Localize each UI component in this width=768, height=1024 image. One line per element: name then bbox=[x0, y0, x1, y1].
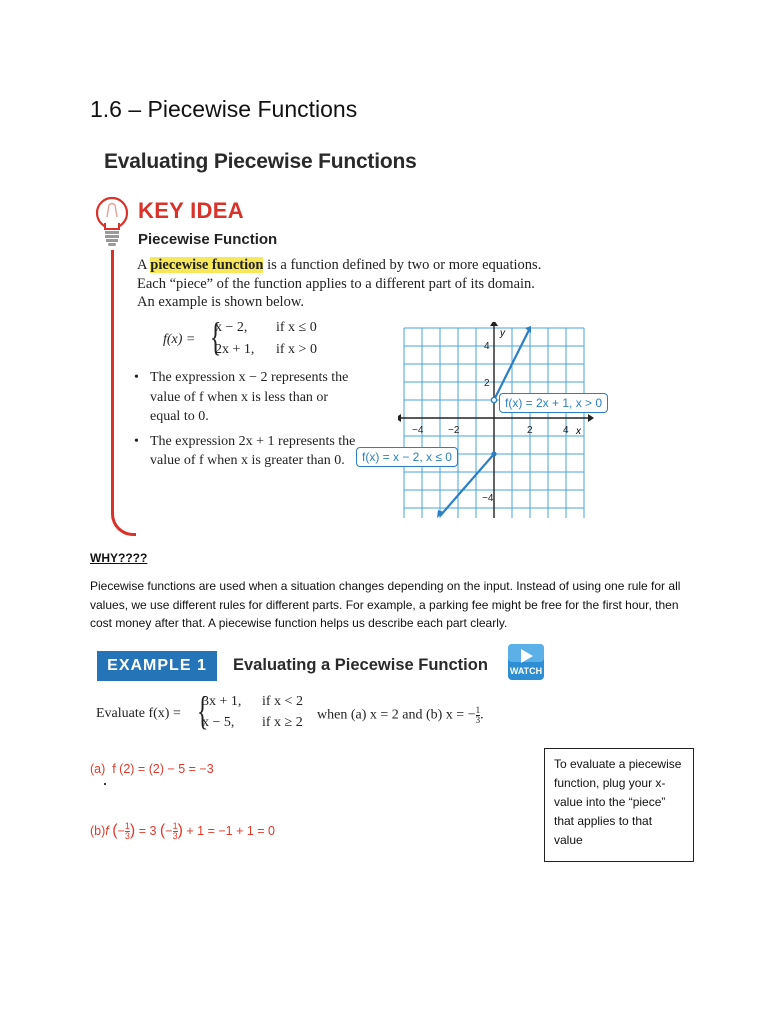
y-tick-label: 4 bbox=[484, 341, 490, 352]
y-tick-label: 2 bbox=[484, 378, 490, 389]
x-tick-label: −4 bbox=[412, 425, 424, 436]
callout-left: f(x) = x − 2, x ≤ 0 bbox=[356, 447, 458, 467]
open-point bbox=[491, 397, 496, 402]
bullet-item: • The expression 2x + 1 represents the value of f when x is greater than 0. bbox=[134, 433, 356, 468]
section-heading: Evaluating Piecewise Functions bbox=[104, 150, 417, 173]
answer-a: (a) f (2) = (2) − 5 = −3 bbox=[90, 762, 214, 776]
example-problem: Evaluate f(x) = { 3x + 1, if x < 2 x − 5, if x ≥ 2 when (a) x = 2 and (b) x = − $\frac{1}{3}$ . bbox=[96, 688, 484, 733]
y-axis-label: y bbox=[500, 328, 505, 339]
definition-text: A piecewise function is a function defined by two or more equations. Each “piece” of the function applies to a different part of its domain. An example is shown below. bbox=[137, 257, 542, 310]
piecewise-graph bbox=[398, 322, 644, 524]
y-axis-arrow bbox=[490, 322, 498, 326]
key-idea-subtitle: Piecewise Function bbox=[138, 231, 278, 248]
x-axis-arrow-left bbox=[398, 414, 401, 422]
x-axis-label: x bbox=[576, 426, 581, 437]
x-tick-label: −2 bbox=[448, 425, 460, 436]
axes bbox=[400, 324, 588, 518]
y-tick-label: −4 bbox=[482, 493, 494, 504]
example-title: Evaluating a Piecewise Function bbox=[233, 656, 488, 674]
key-idea-label: KEY IDEA bbox=[138, 198, 244, 223]
x-tick-label: 4 bbox=[563, 425, 569, 436]
x-tick-label: 2 bbox=[527, 425, 533, 436]
why-heading: WHY???? bbox=[90, 551, 148, 565]
stray-dot bbox=[104, 783, 106, 785]
example-banner: EXAMPLE 1 bbox=[97, 651, 217, 681]
key-idea-bracket-curve bbox=[111, 495, 136, 536]
highlighted-term: piecewise function bbox=[150, 257, 264, 273]
x-axis-arrow bbox=[588, 414, 594, 422]
why-paragraph: Piecewise functions are used when a situation changes depending on the input. Instead of using one rule for all values, we use different rules for different parts. For example, a parking fee might be free for the first hour, then cost money after that. A piecewise function helps us describe each part clearly. bbox=[90, 579, 681, 630]
bullet-item: • The expression x − 2 represents the value of f when x is less than or equal to 0. bbox=[134, 370, 349, 424]
bullet-list bbox=[134, 368, 359, 476]
lightbulb-icon bbox=[92, 195, 132, 255]
watch-button[interactable] bbox=[507, 643, 545, 681]
piecewise-definition: f(x) = { x − 2, if x ≤ 0 2x + 1, if x > 0 bbox=[163, 314, 317, 359]
closed-point bbox=[491, 451, 496, 456]
callout-right: f(x) = 2x + 1, x > 0 bbox=[499, 393, 608, 413]
note-box: To evaluate a piecewise function, plug your x-value into the “piece” that applies to that value bbox=[544, 748, 694, 862]
function-lines bbox=[440, 330, 529, 516]
key-idea-bracket-line bbox=[111, 250, 114, 505]
page-title: 1.6 – Piecewise Functions bbox=[90, 96, 358, 122]
answer-b: (b)f (− $\frac{1}{3}$ ) = 3 (− $\frac{1}{3}$ ) + 1 = −1 + 1 = 0 bbox=[90, 821, 275, 842]
watch-label: WATCH bbox=[509, 666, 543, 676]
